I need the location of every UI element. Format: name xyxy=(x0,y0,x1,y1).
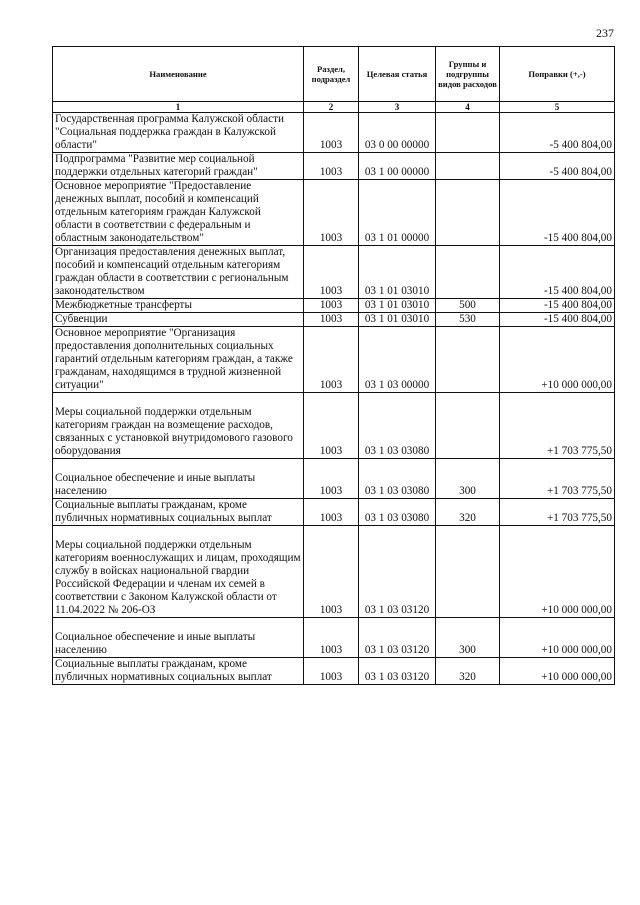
table-body xyxy=(53,113,615,685)
table-row xyxy=(53,113,615,153)
row-target-cell: 03 1 03 00000 xyxy=(359,327,436,393)
page-number: 237 xyxy=(596,26,614,40)
row-section-cell: 1003 xyxy=(304,658,359,685)
row-group-cell xyxy=(436,526,500,618)
row-target-cell: 03 1 01 03010 xyxy=(359,299,436,313)
header-section: Раздел, подраздел xyxy=(304,47,359,102)
column-number: 4 xyxy=(436,102,500,113)
row-section-cell: 1003 xyxy=(304,299,359,313)
row-group-cell xyxy=(436,153,500,180)
row-name-cell xyxy=(53,526,304,618)
row-section-cell: 1003 xyxy=(304,113,359,153)
row-name-cell: Субвенции xyxy=(53,313,304,327)
row-name-text: Меры социальной поддержки отдельным категориям граждан на возмещение расходов, связанных с установкой внутридомового газового оборудования xyxy=(55,406,293,457)
column-number: 3 xyxy=(359,102,436,113)
table-row xyxy=(53,180,615,246)
row-amount-cell: +1 703 775,50 xyxy=(500,499,615,526)
row-amount-cell: -15 400 804,00 xyxy=(500,180,615,246)
table-row xyxy=(53,526,615,618)
row-amount-cell: +10 000 000,00 xyxy=(500,618,615,658)
row-name-cell: Межбюджетные трансферты xyxy=(53,299,304,313)
row-section-cell: 1003 xyxy=(304,180,359,246)
table-header-row xyxy=(53,47,615,102)
row-name-cell: Основное мероприятие "Предоставление денежных выплат, пособий и компенсаций отдельным категориям граждан Калужской области в соответствии с федеральным и областным законодательством" xyxy=(53,180,304,246)
column-number: 5 xyxy=(500,102,615,113)
row-section-cell: 1003 xyxy=(304,313,359,327)
row-group-cell xyxy=(436,393,500,459)
row-section-cell: 1003 xyxy=(304,618,359,658)
table-row xyxy=(53,618,615,658)
row-amount-cell: +10 000 000,00 xyxy=(500,327,615,393)
row-target-cell: 03 1 03 03120 xyxy=(359,618,436,658)
row-name-cell: Подпрограмма "Развитие мер социальной поддержки отдельных категорий граждан" xyxy=(53,153,304,180)
column-number-row xyxy=(53,102,615,113)
table-row xyxy=(53,246,615,299)
row-name-cell: Социальные выплаты гражданам, кроме публичных нормативных социальных выплат xyxy=(53,658,304,685)
row-section-cell: 1003 xyxy=(304,526,359,618)
row-group-cell: 320 xyxy=(436,499,500,526)
table-row xyxy=(53,313,615,327)
table-row xyxy=(53,299,615,313)
table-row xyxy=(53,327,615,393)
row-section-cell: 1003 xyxy=(304,327,359,393)
row-target-cell: 03 1 03 03080 xyxy=(359,499,436,526)
row-name-cell xyxy=(53,618,304,658)
row-name-cell: Основное мероприятие "Организация предоставления дополнительных социальных гарантий отдельным категориям граждан, а также гражданам, находящимся в трудной жизненной ситуации" xyxy=(53,327,304,393)
row-section-cell: 1003 xyxy=(304,393,359,459)
row-target-cell: 03 1 03 03120 xyxy=(359,658,436,685)
column-number: 2 xyxy=(304,102,359,113)
row-amount-cell: +10 000 000,00 xyxy=(500,658,615,685)
row-amount-cell: -15 400 804,00 xyxy=(500,299,615,313)
header-target: Целевая статья xyxy=(359,47,436,102)
table-row xyxy=(53,459,615,499)
row-group-cell: 530 xyxy=(436,313,500,327)
table-row xyxy=(53,153,615,180)
header-groups: Группы и подгруппы видов расходов xyxy=(436,47,500,102)
table-row xyxy=(53,393,615,459)
row-name-cell: Государственная программа Калужской области "Социальная поддержка граждан в Калужской области" xyxy=(53,113,304,153)
table-row xyxy=(53,658,615,685)
row-section-cell: 1003 xyxy=(304,499,359,526)
row-target-cell: 03 1 03 03080 xyxy=(359,393,436,459)
row-group-cell xyxy=(436,180,500,246)
row-group-cell xyxy=(436,246,500,299)
row-target-cell: 03 1 01 03010 xyxy=(359,246,436,299)
budget-amendments-table xyxy=(52,46,615,685)
row-section-cell: 1003 xyxy=(304,246,359,299)
row-name-cell: Социальные выплаты гражданам, кроме публичных нормативных социальных выплат xyxy=(53,499,304,526)
row-target-cell: 03 1 01 03010 xyxy=(359,313,436,327)
row-group-cell: 320 xyxy=(436,658,500,685)
table-row xyxy=(53,499,615,526)
row-group-cell xyxy=(436,327,500,393)
row-target-cell: 03 1 03 03080 xyxy=(359,459,436,499)
row-amount-cell: -5 400 804,00 xyxy=(500,153,615,180)
header-name: Наименование xyxy=(53,47,304,102)
row-group-cell: 300 xyxy=(436,459,500,499)
row-name-text: Социальное обеспечение и иные выплаты населению xyxy=(55,631,256,656)
row-name-cell: Организация предоставления денежных выплат, пособий и компенсаций отдельным категориям граждан области в соответствии с региональным законодательством xyxy=(53,246,304,299)
row-section-cell: 1003 xyxy=(304,459,359,499)
row-name-text: Социальное обеспечение и иные выплаты населению xyxy=(55,472,256,497)
row-amount-cell: -15 400 804,00 xyxy=(500,313,615,327)
header-amendments: Поправки (+,-) xyxy=(500,47,615,102)
row-section-cell: 1003 xyxy=(304,153,359,180)
row-amount-cell: -5 400 804,00 xyxy=(500,113,615,153)
row-target-cell: 03 1 00 00000 xyxy=(359,153,436,180)
row-amount-cell: +1 703 775,50 xyxy=(500,459,615,499)
row-group-cell: 500 xyxy=(436,299,500,313)
row-name-text: Меры социальной поддержки отдельным категориям военнослужащих и лицам, проходящим службу в войсках национальной гвардии Российской Федерации и членам их семей в соответствии с Законом Калужской области от 11.04.2022 № 206-ОЗ xyxy=(55,539,301,616)
row-target-cell: 03 1 03 03120 xyxy=(359,526,436,618)
row-group-cell: 300 xyxy=(436,618,500,658)
row-amount-cell: +10 000 000,00 xyxy=(500,526,615,618)
row-name-cell xyxy=(53,459,304,499)
row-target-cell: 03 1 01 00000 xyxy=(359,180,436,246)
column-number: 1 xyxy=(53,102,304,113)
row-target-cell: 03 0 00 00000 xyxy=(359,113,436,153)
row-amount-cell: -15 400 804,00 xyxy=(500,246,615,299)
row-group-cell xyxy=(436,113,500,153)
row-amount-cell: +1 703 775,50 xyxy=(500,393,615,459)
row-name-cell xyxy=(53,393,304,459)
